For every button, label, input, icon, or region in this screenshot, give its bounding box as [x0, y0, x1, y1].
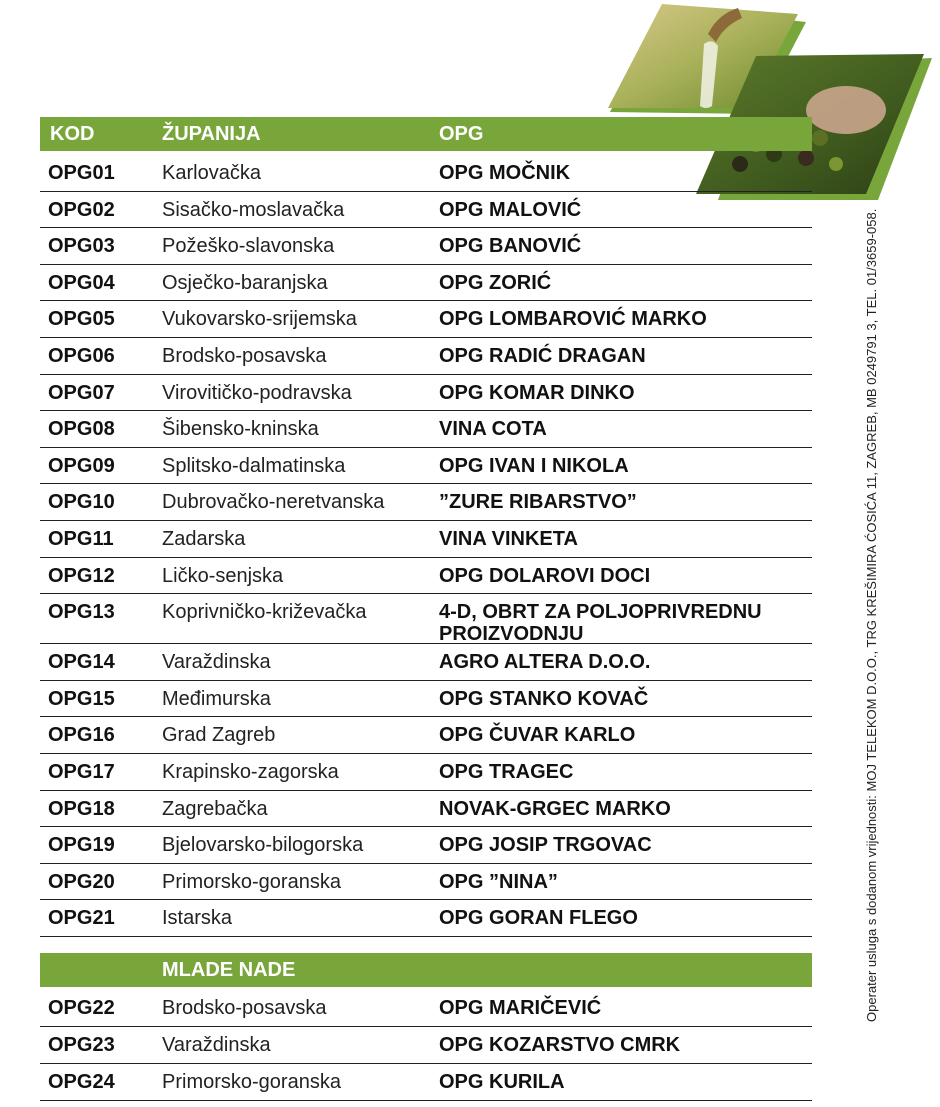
- table-row: [40, 790, 812, 828]
- cell-county: Zagrebačka: [162, 797, 268, 820]
- cell-county: Grad Zagreb: [162, 724, 276, 747]
- cell-opg: OPG MARIČEVIĆ: [439, 997, 602, 1019]
- cell-opg: OPG DOLAROVI DOCI: [439, 564, 651, 587]
- cell-county: Međimurska: [162, 687, 271, 710]
- header-opg: OPG: [439, 123, 484, 145]
- cell-opg: OPG LOMBAROVIĆ MARKO: [439, 308, 707, 331]
- cell-opg: 4-D, OBRT ZA POLJOPRIVREDNU PROIZVODNJU: [439, 601, 762, 646]
- cell-county: Šibensko-kninska: [162, 418, 319, 441]
- header-code: KOD: [50, 123, 95, 145]
- cell-opg: OPG RADIĆ DRAGAN: [439, 345, 646, 367]
- cell-opg: OPG MOČNIK: [439, 162, 571, 184]
- table-row: [40, 264, 812, 302]
- table-row: [40, 716, 812, 754]
- table-row: [40, 447, 812, 485]
- cell-county: Varaždinska: [162, 1034, 271, 1056]
- cell-code: OPG24: [48, 1071, 115, 1093]
- table-row: [40, 593, 812, 644]
- cell-code: OPG08: [48, 418, 115, 441]
- operator-note: Operater usluga s dodanom vrijednosti: MOJ TELEKOM D.O.O., TRG KREŠIMIRA ĆOSIĆA 11, ZAGREB, MB 0249791 3, TEL. 01/3659-058.: [864, 208, 879, 1022]
- cell-county: Primorsko-goranska: [162, 1071, 341, 1093]
- cell-code: OPG19: [48, 834, 115, 857]
- cell-opg: VINA VINKETA: [439, 528, 578, 550]
- table-row: [40, 191, 812, 229]
- cell-county: Dubrovačko-neretvanska: [162, 491, 385, 514]
- cell-county: Osječko-baranjska: [162, 271, 328, 294]
- cell-county: Ličko-senjska: [162, 564, 284, 587]
- cell-code: OPG01: [48, 162, 115, 184]
- cell-county: Istarska: [162, 907, 233, 930]
- cell-opg: NOVAK-GRGEC MARKO: [439, 797, 671, 820]
- table-row: [40, 520, 812, 558]
- cell-code: OPG21: [48, 907, 115, 930]
- table-row: [40, 680, 812, 718]
- cell-opg: ”ZURE RIBARSTVO”: [439, 491, 637, 514]
- cell-code: OPG23: [48, 1034, 115, 1056]
- cell-county: Vukovarsko-srijemska: [162, 308, 357, 331]
- cell-county: Koprivničko-križevačka: [162, 601, 367, 624]
- cell-county: Zadarska: [162, 528, 246, 550]
- cell-code: OPG12: [48, 564, 115, 587]
- cell-code: OPG05: [48, 308, 115, 331]
- cell-code: OPG02: [48, 198, 115, 221]
- table-row: [40, 410, 812, 448]
- table-row: [40, 300, 812, 338]
- cell-county: Virovitičko-podravska: [162, 381, 352, 404]
- cell-opg: OPG MALOVIĆ: [439, 198, 582, 221]
- cell-county: Krapinsko-zagorska: [162, 761, 339, 783]
- table-row: [40, 483, 812, 521]
- cell-code: OPG13: [48, 601, 115, 624]
- table-row: [40, 1026, 812, 1064]
- cell-opg: OPG ”NINA”: [439, 870, 558, 893]
- cell-code: OPG20: [48, 870, 115, 893]
- table-row: [40, 374, 812, 412]
- cell-code: OPG18: [48, 797, 115, 820]
- table-row: [40, 227, 812, 265]
- table-row: [40, 753, 812, 791]
- cell-opg: OPG JOSIP TRGOVAC: [439, 834, 652, 857]
- table-row: [40, 826, 812, 864]
- cell-code: OPG11: [48, 528, 114, 550]
- cell-opg: OPG IVAN I NIKOLA: [439, 454, 629, 477]
- header-county: ŽUPANIJA: [162, 123, 261, 145]
- cell-code: OPG04: [48, 271, 115, 294]
- cell-opg: OPG ČUVAR KARLO: [439, 724, 636, 747]
- table-row: [40, 643, 812, 681]
- cell-county: Požeško-slavonska: [162, 235, 335, 258]
- cell-county: Sisačko-moslavačka: [162, 198, 345, 221]
- cell-code: OPG07: [48, 381, 115, 404]
- cell-opg: OPG GORAN FLEGO: [439, 907, 638, 930]
- cell-county: Varaždinska: [162, 651, 271, 674]
- table-row: [40, 557, 812, 595]
- cell-opg: OPG STANKO KOVAČ: [439, 687, 649, 710]
- cell-code: OPG10: [48, 491, 115, 514]
- cell-opg: OPG BANOVIĆ: [439, 235, 582, 258]
- table-row: [40, 154, 812, 192]
- cell-opg: VINA COTA: [439, 418, 547, 441]
- cell-opg: OPG KOZARSTVO CMRK: [439, 1034, 681, 1056]
- cell-code: OPG09: [48, 454, 115, 477]
- cell-county: Splitsko-dalmatinska: [162, 454, 346, 477]
- cell-opg: OPG KURILA: [439, 1071, 565, 1093]
- section-title: MLADE NADE: [162, 959, 296, 981]
- cell-code: OPG14: [48, 651, 115, 674]
- table-row: [40, 1063, 812, 1101]
- cell-opg: AGRO ALTERA D.O.O.: [439, 651, 651, 674]
- cell-county: Primorsko-goranska: [162, 870, 341, 893]
- cell-opg: OPG ZORIĆ: [439, 271, 552, 294]
- cell-county: Brodsko-posavska: [162, 345, 327, 367]
- table-row: [40, 989, 812, 1027]
- cell-county: Brodsko-posavska: [162, 997, 327, 1019]
- cell-code: OPG16: [48, 724, 115, 747]
- table-row: [40, 337, 812, 375]
- cell-county: Bjelovarsko-bilogorska: [162, 834, 364, 857]
- cell-code: OPG06: [48, 345, 115, 367]
- table-row: [40, 899, 812, 937]
- cell-code: OPG03: [48, 235, 115, 258]
- cell-code: OPG15: [48, 687, 115, 710]
- cell-code: OPG17: [48, 761, 115, 783]
- cell-opg: OPG KOMAR DINKO: [439, 381, 635, 404]
- section-mlade-nade: [40, 953, 812, 987]
- cell-opg: OPG TRAGEC: [439, 761, 574, 783]
- table-row: [40, 863, 812, 901]
- cell-county: Karlovačka: [162, 162, 261, 184]
- table-header: [40, 117, 812, 151]
- cell-code: OPG22: [48, 997, 115, 1019]
